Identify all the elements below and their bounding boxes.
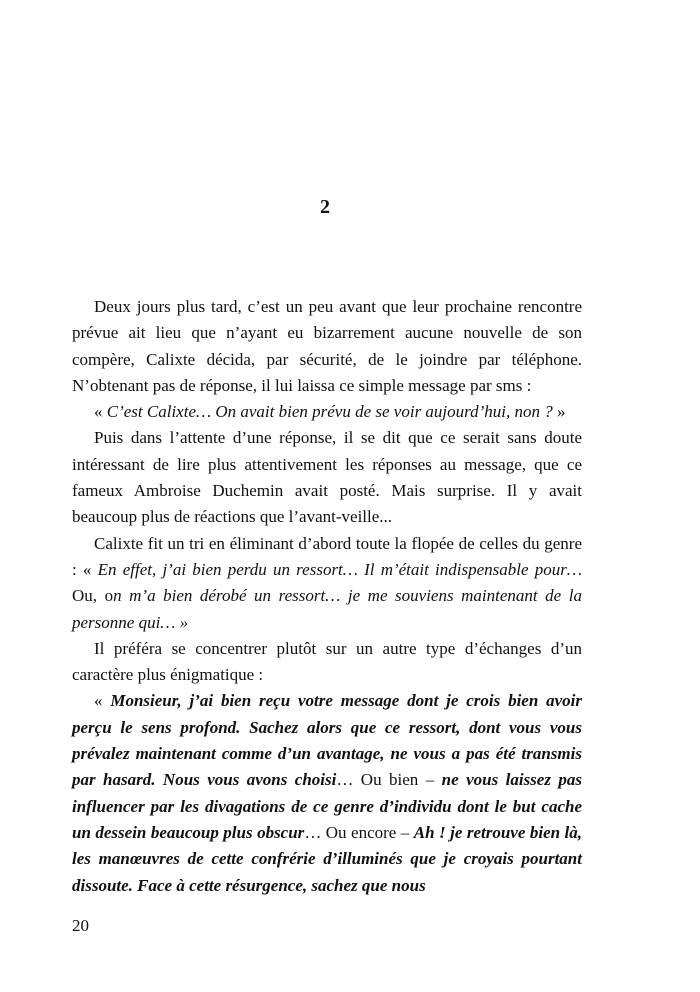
body-text xyxy=(72,294,582,899)
paragraph-3: Puis dans l’attente d’une réponse, il se dit que ce serait sans doute intéressant de lire plus attentivement les réponses au message, que ce fameux Ambroise Duchemin avait posté. Mais surprise. Il y avait beaucoup plus de réactions que l’avant-veille... xyxy=(72,428,582,527)
quote-close: » xyxy=(552,402,566,422)
quote-open: « xyxy=(94,402,107,422)
sms-message-text: C’est Calixte… On avait bien prévu de se voir aujourd’hui, non ? xyxy=(106,402,553,422)
paragraph-5: Il préféra se concentrer plutôt sur un autre type d’échanges d’un caractère plus énigmatique : xyxy=(72,638,582,685)
reaction-quote-2: n m’a bien dérobé un ressort… je me souviens maintenant de la personne qui… » xyxy=(72,586,582,632)
enigmatic-quote-2: ne vous laissez pas influencer par les divagations de ce genre d’individu dont le but cache un dessein beaucoup plus obscur xyxy=(72,770,583,842)
page-number: 20 xyxy=(72,916,89,935)
reaction-quote-1: En effet, j’ai bien perdu un ressort… Il m’était indispensable pour… xyxy=(97,559,582,579)
chapter-number: 2 xyxy=(320,196,330,218)
paragraph-6-connector-1: … Ou bien – xyxy=(336,770,442,790)
paragraph-1: Deux jours plus tard, c’est un peu avant que leur prochaine rencontre prévue ait lieu que n’ayant eu bizarrement aucune nouvelle de son compère, Calixte décida, par sécurité, de le joindre par téléphone. N’obtenant pas de réponse, il lui laissa ce simple message par sms : xyxy=(72,297,582,395)
paragraph-4-connector: Ou, o xyxy=(72,586,114,606)
paragraph-6-open: « xyxy=(94,691,111,711)
enigmatic-quote-1: Monsieur, j’ai bien reçu votre message dont je crois bien avoir perçu le sens profond. Sachez alors que ce ressort, dont vous vous prévalez maintenant comme d’un avantage, ne vous a pas été transmis par hasard. Nous vous avons choisi xyxy=(72,691,583,790)
paragraph-4-intro: Calixte fit un tri en éliminant d’abord toute la flopée de celles du genre : « xyxy=(72,533,582,579)
paragraph-6-connector-2: … Ou encore – xyxy=(304,822,414,842)
paragraph-4 xyxy=(72,531,582,636)
paragraph-6 xyxy=(72,688,582,898)
enigmatic-quote-3: Ah ! je retrouve bien là, les manœuvres de cette confrérie d’illuminés que je croyais pourtant dissoute. Face à cette résurgence, sachez que nous xyxy=(72,822,583,895)
paragraph-2-sms-quote xyxy=(72,399,582,425)
